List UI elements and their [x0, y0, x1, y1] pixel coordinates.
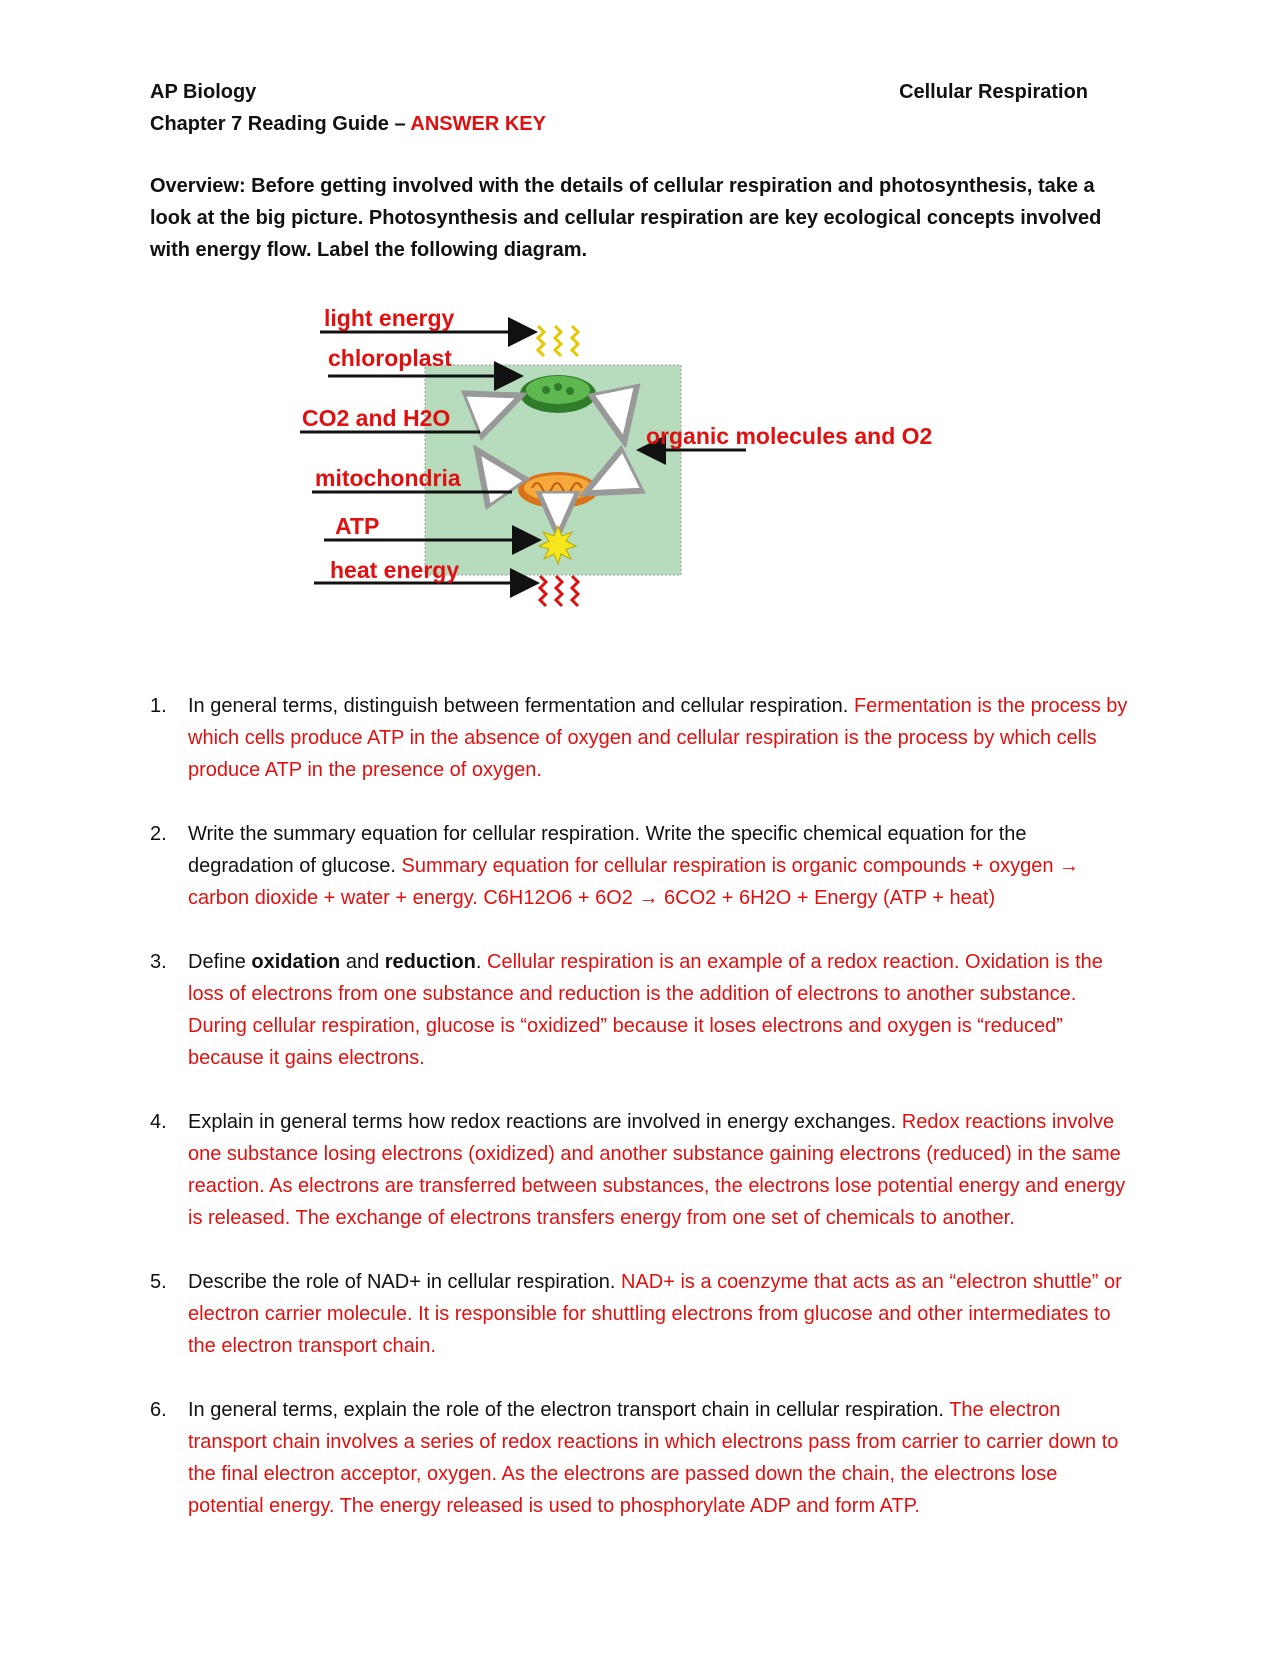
question-number: 4. [150, 1111, 167, 1133]
label-organic-o2: organic molecules and O2 [646, 423, 933, 449]
label-light-energy: light energy [324, 305, 455, 331]
label-co2-h2o: CO2 and H2O [302, 405, 451, 431]
term-reduction: reduction [384, 951, 476, 973]
question-answer: NAD+ is a coenzyme that acts as an “electron shuttle” or electron carrier molecule. It is responsible for shuttling electrons from glucose and other intermediates to the electron transport chain. [188, 1271, 1122, 1357]
question-answer: Summary equation for cellular respiration is organic compounds + oxygen → carbon dioxide + water + energy. C6H12O6 + 6O2 → 6CO2 + 6H2O + Energy (ATP + heat) [188, 855, 1080, 909]
heat-energy-icon [540, 576, 578, 606]
question-3 [150, 946, 1135, 1074]
question-prompt: Write the summary equation for cellular respiration. Write the specific chemical equation for the degradation of glucose. [188, 823, 1027, 877]
question-prompt: Describe the role of NAD+ in cellular respiration. [188, 1271, 616, 1293]
question-1 [150, 690, 1135, 786]
overview-paragraph: Overview: Before getting involved with the details of cellular respiration and photosynthesis, take a look at the big picture. Photosynthesis and cellular respiration are key ecological concepts involved with energy flow. Label the following diagram. [150, 175, 1102, 261]
question-5 [150, 1266, 1135, 1362]
mitochondria-icon [518, 472, 598, 508]
question-prompt [188, 951, 481, 973]
question-answer: The electron transport chain involves a series of redox reactions in which electrons pass from carrier to carrier down to the final electron acceptor, oxygen. As the electrons are passed down the chain, the electrons lose potential energy. The energy released is used to phosphorylate ADP and form ATP. [188, 1399, 1119, 1517]
answer-key-label: ANSWER KEY [410, 113, 546, 135]
course-title: AP Biology [150, 81, 257, 103]
question-answer: Redox reactions involve one substance losing electrons (oxidized) and another substance gaining electrons (reduced) in the same reaction. As electrons are transferred between substances, the electrons lose potential energy and energy is released. The exchange of electrons transfers energy from one set of chemicals to another. [188, 1111, 1126, 1229]
energy-flow-diagram [300, 305, 980, 658]
question-prompt: In general terms, explain the role of the electron transport chain in cellular respiration. [188, 1399, 944, 1421]
question-number: 5. [150, 1271, 167, 1293]
question-answer: Fermentation is the process by which cells produce ATP in the absence of oxygen and cellular respiration is the process by which cells produce ATP in the presence of oxygen. [188, 695, 1128, 781]
question-number: 6. [150, 1399, 167, 1421]
question-answer: Cellular respiration is an example of a redox reaction. Oxidation is the loss of electrons from one substance and reduction is the addition of electrons to another substance. During cellular respiration, glucose is “oxidized” because it loses electrons and oxygen is “reduced” because it gains electrons. [188, 951, 1103, 1069]
question-number: 2. [150, 823, 167, 845]
question-list [150, 690, 1135, 1554]
chloroplast-icon [520, 375, 596, 413]
light-energy-icon [538, 326, 578, 356]
question-number: 3. [150, 951, 167, 973]
question-4 [150, 1106, 1135, 1234]
question-6 [150, 1394, 1135, 1522]
document-header [150, 76, 1088, 140]
label-heat-energy: heat energy [330, 557, 460, 583]
topic-title: Cellular Respiration [899, 81, 1088, 103]
question-number: 1. [150, 695, 167, 717]
term-oxidation: oxidation [251, 951, 341, 973]
prompt-mid: and [340, 951, 385, 973]
prompt-post: . [475, 951, 482, 973]
guide-label: Chapter 7 Reading Guide – [150, 113, 411, 135]
question-prompt: In general terms, distinguish between fermentation and cellular respiration. [188, 695, 849, 717]
prompt-pre: Define [188, 951, 252, 973]
label-atp: ATP [335, 513, 380, 539]
label-mitochondria: mitochondria [315, 465, 461, 491]
label-chloroplast: chloroplast [328, 345, 452, 371]
question-2 [150, 818, 1135, 914]
guide-title [150, 108, 546, 140]
question-prompt: Explain in general terms how redox reactions are involved in energy exchanges. [188, 1111, 897, 1133]
